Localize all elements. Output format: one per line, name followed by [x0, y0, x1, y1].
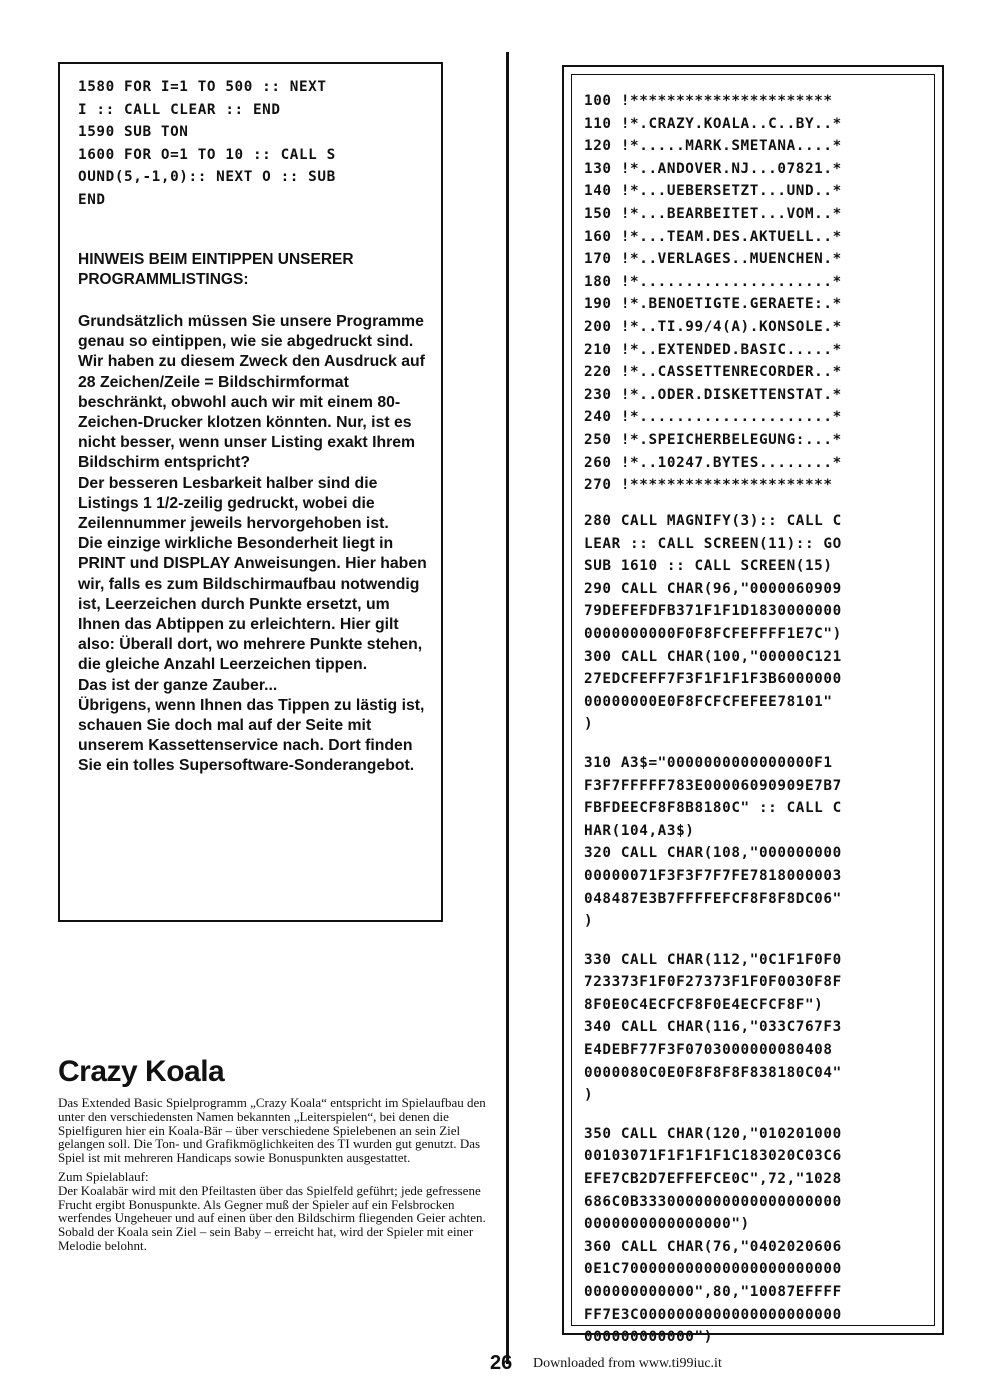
article-body: Der Koalabär wird mit den Pfeiltasten über das Spielfeld geführt; jede gefressene Frucht ergibt Bonuspunkte. Als Gegner muß der Spieler auf ein Felsbrocken werfendes Ungeheuer und auf einen über den Bildschirm fliegenden Geier achten. Sobald der Koala sein Ziel – sein Baby – erreicht hat, wird der Spieler mit einer Melodie belohnt. — [58, 1182, 486, 1253]
code-line: 8F0E0C4ECFCF8F0E4ECFCF8F") — [584, 996, 824, 1013]
code-line: 350 CALL CHAR(120,"010201000 — [584, 1125, 842, 1142]
code-line: END — [78, 191, 106, 208]
notice-heading: HINWEIS BEIM EINTIPPEN UNSERER PROGRAMMLISTINGS: — [78, 251, 354, 288]
code-line: 200 !*..TI.99/4(A).KONSOLE.* — [584, 318, 842, 335]
code-line: 280 CALL MAGNIFY(3):: CALL C — [584, 513, 842, 529]
code-line: 310 A3$="0000000000000000F1 — [584, 754, 833, 771]
listing-box-right — [562, 65, 944, 1346]
code-line: I :: CALL CLEAR :: END — [78, 101, 281, 118]
code-line: FF7E3C0000000000000000000000 — [584, 1306, 842, 1323]
article-title: Crazy Koala — [58, 1055, 225, 1088]
code-line: HAR(104,A3$) — [584, 822, 695, 839]
code-line: 230 !*..ODER.DISKETTENSTAT.* — [584, 386, 842, 403]
code-line: 290 CALL CHAR(96,"0000060909 — [584, 580, 842, 597]
code-line: 723373F1F0F27373F1F0F0030F8F — [584, 974, 842, 991]
code-line: 1580 FOR I=1 TO 500 :: NEXT — [78, 79, 327, 95]
code-line: 27EDCFEFF7F3F1F1F1F3B6000000 — [584, 671, 842, 688]
code-block — [584, 1123, 842, 1349]
code-line: 170 !*..VERLAGES..MUENCHEN.* — [584, 251, 842, 268]
code-line: 0000080C0E0F8F8F8F838180C04" — [584, 1064, 842, 1081]
code-line: 1600 FOR O=1 TO 10 :: CALL S — [78, 146, 336, 163]
code-line: 270 !********************** — [584, 477, 833, 494]
block-spacer — [584, 736, 842, 752]
notice-paragraph: Die einzige wirkliche Besonderheit liegt in PRINT und DISPLAY Anweisungen. Hier haben wir, falls es zum Bildschirmaufbau notwendig ist, Leerzeichen durch Punkte ersetzt, um Ihnen das Abtippen zu erleichtern. Hier gilt also: Überall dort, wo mehrere Punkte stehen, die gleiche Anzahl Leerzeichen tippen. — [78, 535, 427, 674]
code-line: ) — [584, 913, 594, 930]
code-line: EFE7CB2D7EFFEFCE0C",72,"1028 — [584, 1171, 842, 1188]
column-divider — [506, 52, 509, 1364]
code-line: 300 CALL CHAR(100,"00000C121 — [584, 648, 842, 665]
block-spacer — [584, 933, 842, 949]
code-line: 160 !*...TEAM.DES.AKTUELL..* — [584, 228, 842, 245]
listing-inner-frame — [571, 74, 935, 1346]
listing-box-left — [58, 62, 443, 922]
code-line: OUND(5,-1,0):: NEXT O :: SUB — [78, 169, 336, 185]
notice-paragraph: Übrigens, wenn Ihnen das Tippen zu lästig ist, schauen Sie doch mal auf der Seite mit unserem Kassettenservice nach. Dort finden Sie ein tolles Supersoftware-Sonderangebot. — [78, 696, 425, 775]
code-line: 000000000000",80,"10087EFFFF — [584, 1284, 842, 1300]
notice-body — [78, 312, 433, 777]
code-line: 120 !*.....MARK.SMETANA....* — [584, 138, 842, 155]
code-line: ) — [584, 1087, 594, 1104]
code-line: 0000000000F0F8FCFEFFFF1E7C") — [584, 625, 842, 642]
code-block — [584, 510, 842, 736]
code-line: 360 CALL CHAR(76,"0402020606 — [584, 1238, 842, 1255]
code-line: ) — [584, 716, 594, 733]
code-line: 00000000E0F8FCFCFEFEE78101" — [584, 693, 833, 710]
code-line: 340 CALL CHAR(116,"033C767F3 — [584, 1019, 842, 1036]
code-line: 0E1C700000000000000000000000 — [584, 1261, 842, 1278]
code-line: 140 !*...UEBERSETZT...UND..* — [584, 183, 842, 200]
code-line: SUB 1610 :: CALL SCREEN(15) — [584, 558, 833, 575]
code-listing-end — [78, 76, 336, 211]
code-line: 180 !*.....................* — [584, 273, 842, 290]
code-line: 320 CALL CHAR(108,"000000000 — [584, 845, 842, 862]
code-line: 00103071F1F1F1F1C183020C03C6 — [584, 1148, 842, 1165]
code-listing-program — [584, 510, 842, 1349]
code-line: 110 !*.CRAZY.KOALA..C..BY..* — [584, 115, 842, 132]
code-line: 100 !********************** — [584, 93, 833, 109]
code-block — [584, 949, 842, 1107]
code-line: 150 !*...BEARBEITET...VOM..* — [584, 205, 842, 222]
code-line: 79DEFEFDFB371F1F1D1830000000 — [584, 603, 842, 620]
code-line: 000000000000") — [584, 1329, 713, 1346]
code-line: E4DEBF77F3F0703000000080408 — [584, 1042, 833, 1059]
code-line: 1590 SUB TON — [78, 124, 189, 140]
code-line: F3F7FFFFF783E00006090909E7B7 — [584, 777, 842, 794]
code-line: 240 !*.....................* — [584, 409, 842, 426]
code-line: FBFDEECF8F8B8180C" :: CALL C — [584, 800, 842, 817]
code-line: 260 !*..10247.BYTES........* — [584, 454, 842, 471]
notice-paragraph: Grundsätzlich müssen Sie unsere Programme genau so eintippen, wie sie abgedruckt sind. Wir haben zu diesem Zweck den Ausdruck auf 28 Zeichen/Zeile = Bildschirmformat beschränkt, obwohl auch wir mit einem 80-Zeichen-Drucker klotzen könnten. Nur, ist es nicht besser, wenn unser Listing exakt Ihrem Bildschirm entspricht? — [78, 313, 425, 472]
article-intro: Das Extended Basic Spielprogramm „Crazy Koala“ entspricht im Spielaufbau den unter den verschiedensten Namen bekannten „Leiterspielen“, bei denen die Spielfiguren hier ein Koala-Bär – über verschiedene Spielebenen an sein Ziel gelangen soll. Die Ton- und Grafikmöglichkeiten des TI wurden gut genutzt. Das Spiel ist mit mehreren Handicaps sowie Bonuspunkten ausgestattet. — [58, 1095, 486, 1166]
article-subheading: Zum Spielablauf: — [58, 1168, 149, 1184]
block-spacer — [584, 1107, 842, 1123]
code-line: 0000000000000000") — [584, 1216, 750, 1233]
code-line: 048487E3B7FFFFEFCF8F8F8DC06" — [584, 890, 842, 907]
notice-paragraph: Das ist der ganze Zauber... — [78, 676, 278, 694]
footer-credit: Downloaded from www.ti99iuc.it — [533, 1356, 722, 1371]
page-number: 26 — [490, 1352, 513, 1374]
article-text — [58, 1096, 503, 1258]
code-line: 00000071F3F3F7F7FE7818000003 — [584, 867, 842, 884]
code-line: 130 !*..ANDOVER.NJ...07821.* — [584, 160, 842, 177]
code-line: 190 !*.BENOETIGTE.GERAETE:.* — [584, 296, 842, 313]
code-listing-header — [584, 90, 842, 497]
code-line: LEAR :: CALL SCREEN(11):: GO — [584, 535, 842, 552]
code-line: 686C0B3330000000000000000000 — [584, 1193, 842, 1210]
code-line: 330 CALL CHAR(112,"0C1F1F0F0 — [584, 951, 842, 968]
code-line: 250 !*.SPEICHERBELEGUNG:...* — [584, 431, 842, 448]
code-block — [584, 752, 842, 933]
code-line: 220 !*..CASSETTENRECORDER..* — [584, 364, 842, 381]
notice-paragraph: Der besseren Lesbarkeit halber sind die Listings 1 1/2-zeilig gedruckt, wobei die Zeilennummer jeweils hervorgehoben ist. — [78, 474, 389, 533]
code-line: 210 !*..EXTENDED.BASIC.....* — [584, 341, 842, 358]
